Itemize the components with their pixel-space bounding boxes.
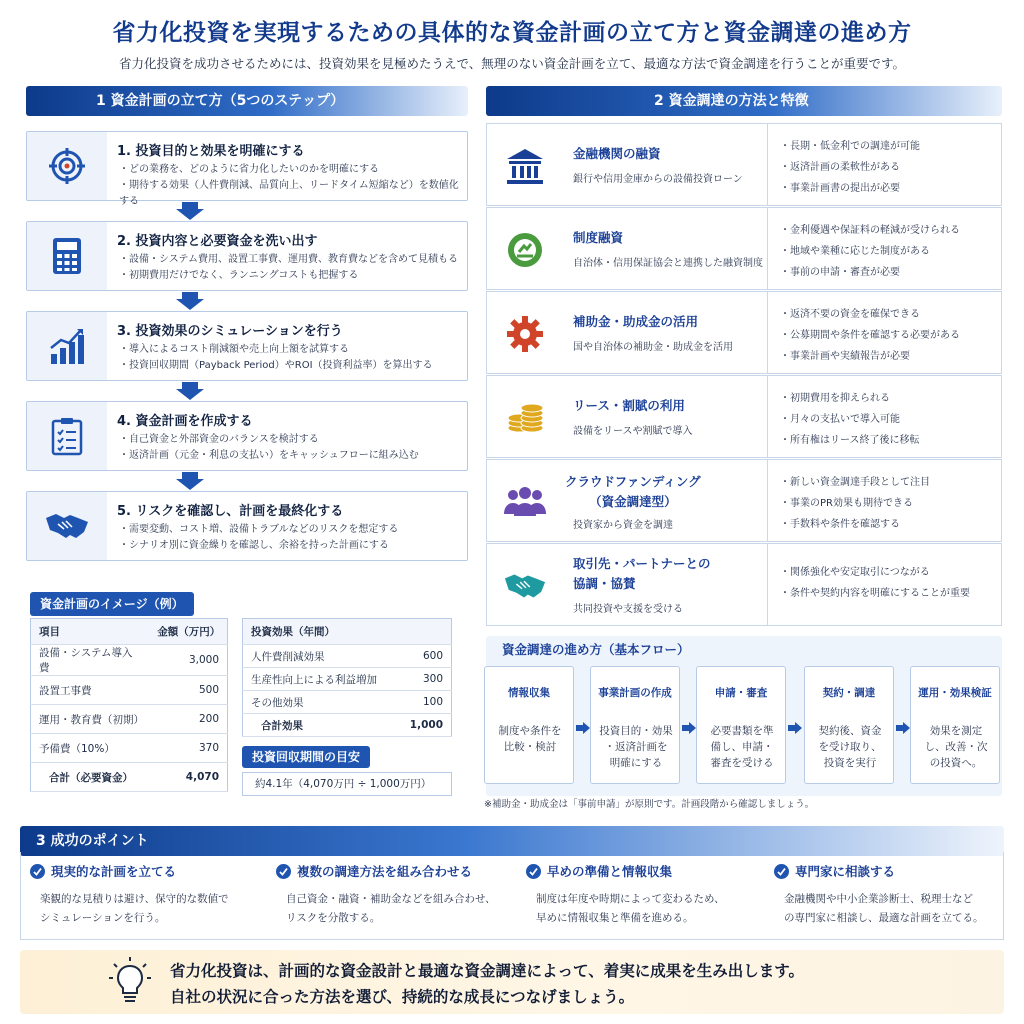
table-row: [31, 645, 228, 676]
funding-method-desc: 国や自治体の補助金・助成金を活用: [573, 342, 733, 353]
feature-item: ・新しい資金調達手段として注目: [780, 477, 930, 488]
funding-method-name: クラウドファンディング （資金調達型）: [565, 474, 701, 509]
table-cell: 500: [149, 676, 227, 705]
feature-item: ・関係強化や安定取引につながる: [780, 567, 930, 578]
check-icon: [526, 864, 541, 879]
down-arrow-icon: [176, 382, 204, 400]
feature-item: ・長期・低金利での調達が可能: [780, 141, 920, 152]
table-cell: 600: [397, 645, 451, 668]
feature-item: ・初期費用を抑えられる: [780, 393, 890, 404]
table-cell: その他効果: [243, 691, 398, 714]
feature-item: ・事業計画や実績報告が必要: [780, 351, 910, 362]
table-cell: 生産性向上による利益増加: [243, 668, 398, 691]
payback-value: 約4.1年（4,070万円 ÷ 1,000万円）: [242, 772, 452, 796]
table-cell: 運用・教育費（初期）: [31, 705, 150, 734]
step-5: [26, 491, 468, 561]
funding-method-name: 金融機関の融資: [573, 146, 661, 161]
point-title: 早めの準備と情報収集: [547, 864, 673, 879]
section2-header: 2 資金調達の方法と特徴: [486, 86, 1002, 116]
point-desc: 制度は年度や時期によって変わるため、 早めに情報収集と準備を進める。: [536, 893, 725, 924]
step-bullet: ・需要変動、コスト増、設備トラブルなどのリスクを想定する: [119, 524, 399, 535]
success-point-3: [526, 862, 764, 928]
table-cell: 1,000: [397, 714, 451, 737]
check-icon: [276, 864, 291, 879]
funding-method-desc: 自治体・信用保証協会と連携した融資制度: [573, 258, 763, 269]
step-bullet: ・設備・システム費用、設置工事費、運用費、教育費などを含めて見積もる: [119, 254, 458, 265]
flow-step-4: [804, 666, 894, 784]
section3-header: 3 成功のポイント: [20, 826, 1004, 856]
right-arrow-icon: [896, 722, 910, 734]
table-cell: 300: [397, 668, 451, 691]
page-title: 省力化投資を実現するための具体的な資金計画の立て方と資金調達の進め方: [112, 20, 912, 46]
target-icon: [27, 132, 107, 200]
funding-method-desc: 共同投資や支援を受ける: [573, 604, 683, 615]
step-bullet: ・導入によるコスト削減額や売上向上額を試算する: [119, 344, 349, 355]
support-icon: [501, 226, 549, 274]
step-3: [26, 311, 468, 381]
calculator-icon: [27, 222, 107, 290]
step-bullet: ・シナリオ別に資金繰りを確認し、余裕を持った計画にする: [119, 540, 389, 551]
step-title: 1. 投資目的と効果を明確にする: [117, 144, 305, 159]
flow-note: ※補助金・助成金は「事前申請」が原則です。計画段階から確認しましょう。: [484, 799, 815, 810]
people-icon: [501, 478, 549, 526]
table-row: [31, 705, 228, 734]
flow-step-title: 運用・効果検証: [918, 687, 992, 699]
flow-step-desc: 制度や条件を 比較・検討: [498, 725, 562, 753]
feature-item: ・条件や契約内容を明確にすることが重要: [780, 588, 970, 599]
funding-method-name: 制度融資: [573, 230, 624, 245]
point-desc: 楽観的な見積りは避け、保守的な数値で シミュレーションを行う。: [40, 893, 229, 924]
plan-image-tag: 資金計画のイメージ（例）: [30, 592, 194, 616]
point-desc: 自己資金・融資・補助金などを組み合わせ、 リスクを分散する。: [286, 893, 496, 924]
table-cell: 人件費削減効果: [243, 645, 398, 668]
footer-line-2: 自社の状況に合った方法を選び、持続的な成長につなげましょう。: [170, 988, 635, 1006]
funding-method-partner: [486, 543, 1002, 626]
down-arrow-icon: [176, 472, 204, 490]
handshake-icon: [501, 562, 549, 610]
step-title: 4. 資金計画を作成する: [117, 414, 253, 429]
table-header: 金額（万円）: [149, 619, 227, 645]
step-bullet: ・返済計画（元金・利息の支払い）をキャッシュフローに組み込む: [119, 450, 419, 461]
flow-step-desc: 必要書類を準 備し、申請・ 審査を受ける: [710, 725, 774, 769]
flow-step-title: 事業計画の作成: [598, 687, 672, 699]
flow-step-title: 契約・調達: [822, 687, 876, 699]
required-funds-table: [30, 618, 228, 792]
feature-item: ・事前の申請・審査が必要: [780, 267, 900, 278]
footer-banner: [20, 950, 1004, 1014]
funding-method-name: 補助金・助成金の活用: [573, 314, 699, 329]
table-total-row: [243, 714, 452, 737]
table-row: [31, 676, 228, 705]
feature-item: ・金利優遇や保証料の軽減が受けられる: [780, 225, 960, 236]
table-cell: 3,000: [149, 645, 227, 676]
table-cell: 合計効果: [243, 714, 398, 737]
table-cell: 370: [149, 734, 227, 763]
bar-chart-icon: [27, 312, 107, 380]
table-cell: 合計（必要資金）: [31, 763, 150, 792]
funding-method-name: リース・割賦の利用: [573, 398, 685, 413]
step-bullet: ・投資回収期間（Payback Period）やROI（投資利益率）を算出する: [119, 360, 433, 371]
flow-step-3: [696, 666, 786, 784]
page-subtitle: 省力化投資を成功させるためには、投資効果を見極めたうえで、無理のない資金計画を立て、最適な方法で資金調達を行うことが重要です。: [118, 56, 905, 71]
table-header: 項目: [31, 619, 150, 645]
feature-item: ・月々の支払いで導入可能: [780, 414, 900, 425]
funding-method-bank-loan: [486, 123, 1002, 206]
down-arrow-icon: [176, 202, 204, 220]
section1-header: 1 資金計画の立て方（5つのステップ）: [26, 86, 468, 116]
table-cell: 設備・システム導入費: [31, 645, 150, 676]
point-title: 専門家に相談する: [795, 864, 896, 879]
clipboard-icon: [27, 402, 107, 470]
feature-item: ・返済計画の柔軟性がある: [780, 162, 900, 173]
flow-step-desc: 投資目的・効果 ・返済計画を 明確にする: [599, 725, 673, 769]
success-point-1: [30, 862, 268, 928]
table-cell: 200: [149, 705, 227, 734]
feature-item: ・所有権はリース終了後に移転: [780, 435, 920, 446]
table-row: [243, 668, 452, 691]
right-arrow-icon: [576, 722, 590, 734]
success-point-2: [276, 862, 514, 928]
flow-tag: 資金調達の進め方（基本フロー）: [502, 642, 690, 657]
step-title: 5. リスクを確認し、計画を最終化する: [117, 504, 344, 519]
step-2: [26, 221, 468, 291]
right-arrow-icon: [682, 722, 696, 734]
table-cell: 4,070: [149, 763, 227, 792]
flow-step-desc: 契約後、資金 を受け取り、 投資を実行: [818, 725, 882, 769]
feature-item: ・事業のPR効果も期待できる: [780, 498, 913, 509]
bank-icon: [501, 142, 549, 190]
funding-method-name: 取引先・パートナーとの 協調・協賛: [573, 556, 711, 591]
payback-tag: 投資回収期間の目安: [242, 746, 370, 768]
flow-step-1: [484, 666, 574, 784]
coins-icon: [501, 394, 549, 442]
flow-step-desc: 効果を測定 し、改善・次 の投資へ。: [924, 725, 988, 769]
feature-item: ・地域や業種に応じた制度がある: [780, 246, 930, 257]
down-arrow-icon: [176, 292, 204, 310]
step-title: 3. 投資効果のシミュレーションを行う: [117, 324, 343, 339]
step-bullet: ・どの業務を、どのように省力化したいのかを明確にする: [119, 164, 379, 175]
funding-method-system-loan: [486, 207, 1002, 290]
step-title: 2. 投資内容と必要資金を洗い出す: [117, 234, 318, 249]
flow-step-title: 情報収集: [508, 687, 550, 699]
feature-item: ・事業計画書の提出が必要: [780, 183, 900, 194]
handshake-icon: [27, 492, 107, 560]
flow-step-2: [590, 666, 680, 784]
table-cell: 予備費（10%）: [31, 734, 150, 763]
point-desc: 金融機関や中小企業診断士、税理士など の専門家に相談し、最適な計画を立てる。: [784, 893, 984, 924]
step-bullet: ・自己資金と外部資金のバランスを検討する: [119, 434, 319, 445]
feature-item: ・返済不要の資金を確保できる: [780, 309, 920, 320]
point-title: 複数の調達方法を組み合わせる: [297, 864, 473, 879]
step-bullet: ・初期費用だけでなく、ランニングコストも把握する: [119, 270, 359, 281]
step-1: [26, 131, 468, 207]
funding-method-desc: 銀行や信用金庫からの設備投資ローン: [573, 174, 743, 185]
table-cell: 100: [397, 691, 451, 714]
table-row: [243, 645, 452, 668]
flow-step-5: [910, 666, 1000, 784]
check-icon: [30, 864, 45, 879]
table-row: [243, 691, 452, 714]
point-title: 現実的な計画を立てる: [51, 864, 177, 879]
success-point-4: [774, 862, 1012, 928]
funding-method-desc: 設備をリースや割賦で導入: [573, 426, 693, 437]
table-row: [31, 734, 228, 763]
funding-method-crowdfunding: [486, 459, 1002, 542]
right-arrow-icon: [788, 722, 802, 734]
feature-item: ・手数料や条件を確認する: [780, 519, 900, 530]
step-4: [26, 401, 468, 471]
table-total-row: [31, 763, 228, 792]
check-icon: [774, 864, 789, 879]
funding-method-subsidy: [486, 291, 1002, 374]
flow-step-title: 申請・審査: [714, 687, 768, 699]
investment-effect-table: [242, 618, 452, 737]
step-bullet: ・期待する効果（人件費削減、品質向上、リードタイム短縮など）を数値化する: [119, 180, 459, 207]
feature-item: ・公募期間や条件を確認する必要がある: [780, 330, 960, 341]
gear-icon: [501, 310, 549, 358]
table-header: 投資効果（年間）: [243, 619, 452, 645]
lightbulb-icon: [108, 956, 152, 1012]
footer-line-1: 省力化投資は、計画的な資金設計と最適な資金調達によって、着実に成果を生み出します。: [170, 962, 804, 980]
table-cell: 設置工事費: [31, 676, 150, 705]
funding-method-lease: [486, 375, 1002, 458]
funding-method-desc: 投資家から資金を調達: [573, 520, 673, 531]
